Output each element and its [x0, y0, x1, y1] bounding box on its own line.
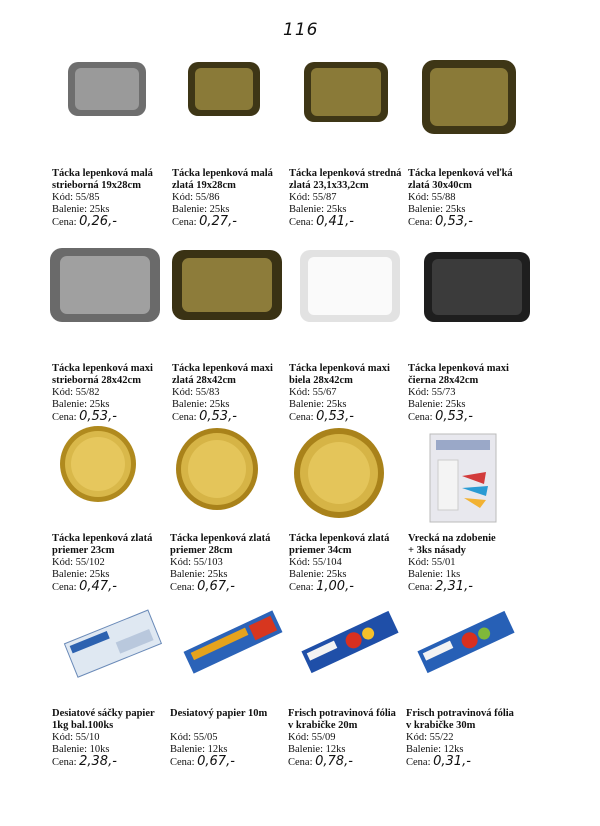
- paper-bags-pack-image: [60, 604, 164, 684]
- product-card-55-83: [172, 363, 273, 424]
- product-title-line2: strieborná 28x42cm: [52, 375, 141, 386]
- black-rect-tray-maxi-image: [422, 250, 532, 324]
- product-price: Cena: 0,67,-: [170, 754, 235, 769]
- gold-rect-tray-medium-image: [302, 60, 390, 124]
- product-code: Kód: 55/73: [408, 387, 456, 398]
- cling-film-box-30-image: [414, 600, 518, 684]
- product-package: Balenie: 25ks: [172, 204, 230, 215]
- product-title-line1: Tácka lepenková malá: [52, 168, 153, 179]
- silver-rect-tray-maxi-image: [48, 246, 162, 324]
- product-code: Kód: 55/103: [170, 557, 223, 568]
- product-title-line2: + 3ks násady: [408, 545, 466, 556]
- product-card-55-85: [52, 168, 153, 229]
- product-title-line1: Tácka lepenková maxi: [172, 363, 273, 374]
- product-title-line2: v krabičke 30m: [406, 720, 476, 731]
- product-title-line2: priemer 34cm: [289, 545, 352, 556]
- product-price: Cena: 0,41,-: [289, 214, 354, 229]
- product-card-55-82: [52, 363, 153, 424]
- product-title-line2: zlatá 30x40cm: [408, 180, 472, 191]
- product-title-line2: zlatá 19x28cm: [172, 180, 236, 191]
- product-title-line1: Vrecká na zdobenie: [408, 533, 496, 544]
- product-code: Kód: 55/01: [408, 557, 456, 568]
- white-rect-tray-maxi-image: [298, 248, 402, 324]
- product-package: Balenie: 25ks: [289, 569, 347, 580]
- product-package: Balenie: 25ks: [52, 204, 110, 215]
- product-code: Kód: 55/82: [52, 387, 100, 398]
- product-title-line1: Tácka lepenková maxi: [289, 363, 390, 374]
- product-price: Cena: 2,38,-: [52, 754, 117, 769]
- product-code: Kód: 55/09: [288, 732, 336, 743]
- product-price: Cena: 0,47,-: [52, 579, 117, 594]
- gold-round-tray-23-image: [58, 424, 138, 504]
- product-package: Balenie: 25ks: [52, 569, 110, 580]
- product-title-line2: [170, 720, 267, 732]
- product-package: Balenie: 10ks: [52, 744, 110, 755]
- product-card-55-67: [289, 363, 390, 424]
- product-code: Kód: 55/88: [408, 192, 456, 203]
- product-code: Kód: 55/85: [52, 192, 100, 203]
- product-code: Kód: 55/10: [52, 732, 100, 743]
- product-code: Kód: 55/67: [289, 387, 337, 398]
- product-title-line1: Desiatový papier 10m: [170, 708, 268, 719]
- product-code: Kód: 55/22: [406, 732, 454, 743]
- product-price: Cena: 0,53,-: [172, 409, 237, 424]
- product-title-line1: Tácka lepenková zlatá: [289, 533, 390, 544]
- product-title-line1: Tácka lepenková zlatá: [52, 533, 153, 544]
- product-package: Balenie: 25ks: [172, 399, 230, 410]
- product-package: Balenie: 25ks: [408, 399, 466, 410]
- product-price: Cena: 0,27,-: [172, 214, 237, 229]
- product-title-line2: zlatá 28x42cm: [172, 375, 236, 386]
- gold-rect-tray-large-image: [420, 58, 518, 136]
- product-card-55-22: [406, 708, 514, 769]
- page-number: 116: [283, 20, 319, 40]
- product-price: Cena: 0,78,-: [288, 754, 353, 769]
- product-title-line1: Frisch potravinová fólia: [406, 708, 514, 719]
- product-package: Balenie: 25ks: [408, 204, 466, 215]
- silver-rect-tray-small-image: [66, 60, 148, 118]
- product-code: Kód: 55/86: [172, 192, 220, 203]
- product-title-line1: Tácka lepenková stredná: [289, 168, 402, 179]
- product-code: Kód: 55/102: [52, 557, 105, 568]
- product-title-line2: priemer 23cm: [52, 545, 115, 556]
- product-price: Cena: 0,67,-: [170, 579, 235, 594]
- product-card-55-10: [52, 708, 155, 769]
- product-package: Balenie: 25ks: [170, 569, 228, 580]
- product-title-line1: Tácka lepenková maxi: [408, 363, 509, 374]
- product-package: Balenie: 25ks: [52, 399, 110, 410]
- product-code: Kód: 55/05: [170, 732, 218, 743]
- product-card-55-102: [52, 533, 152, 594]
- gold-round-tray-34-image: [292, 426, 386, 520]
- product-price: Cena: 1,00,-: [289, 579, 354, 594]
- cling-film-box-20-image: [298, 600, 402, 684]
- product-card-55-104: [289, 533, 389, 594]
- product-package: Balenie: 12ks: [288, 744, 346, 755]
- product-title-line2: v krabičke 20m: [288, 720, 358, 731]
- product-price: Cena: 0,53,-: [289, 409, 354, 424]
- product-package: Balenie: 25ks: [289, 399, 347, 410]
- product-title-line1: Tácka lepenková maxi: [52, 363, 153, 374]
- product-code: Kód: 55/104: [289, 557, 342, 568]
- product-card-55-73: [408, 363, 509, 424]
- product-title-line2: biela 28x42cm: [289, 375, 353, 386]
- product-code: Kód: 55/83: [172, 387, 220, 398]
- product-title-line2: zlatá 23,1x33,2cm: [289, 180, 369, 191]
- product-code: Kód: 55/87: [289, 192, 337, 203]
- piping-bags-set-image: [428, 432, 498, 524]
- product-price: Cena: 0,31,-: [406, 754, 471, 769]
- product-title-line2: čierna 28x42cm: [408, 375, 479, 386]
- product-card-55-09: [288, 708, 396, 769]
- product-price: Cena: 0,53,-: [52, 409, 117, 424]
- product-title-line1: Tácka lepenková malá: [172, 168, 273, 179]
- product-title-line1: Frisch potravinová fólia: [288, 708, 396, 719]
- product-package: Balenie: 12ks: [406, 744, 464, 755]
- product-package: Balenie: 25ks: [289, 204, 347, 215]
- product-title-line2: priemer 28cm: [170, 545, 233, 556]
- paper-roll-box-image: [180, 600, 286, 684]
- product-card-55-87: [289, 168, 401, 229]
- gold-rect-tray-maxi-image: [170, 248, 284, 322]
- product-card-55-01: [408, 533, 496, 594]
- product-price: Cena: 0,53,-: [408, 214, 473, 229]
- product-card-55-05: [170, 708, 267, 769]
- product-card-55-86: [172, 168, 273, 229]
- product-title-line2: strieborná 19x28cm: [52, 180, 141, 191]
- product-title-line1: Tácka lepenková zlatá: [170, 533, 271, 544]
- product-title-line1: Desiatové sáčky papier: [52, 708, 155, 719]
- product-package: Balenie: 1ks: [408, 569, 461, 580]
- product-card-55-88: [408, 168, 513, 229]
- gold-round-tray-28-image: [174, 426, 260, 512]
- product-price: Cena: 0,26,-: [52, 214, 117, 229]
- product-title-line1: Tácka lepenková veľká: [408, 168, 513, 179]
- product-package: Balenie: 12ks: [170, 744, 228, 755]
- product-price: Cena: 2,31,-: [408, 579, 473, 594]
- gold-rect-tray-small-image: [186, 60, 262, 118]
- product-card-55-103: [170, 533, 270, 594]
- product-price: Cena: 0,53,-: [408, 409, 473, 424]
- product-title-line2: 1kg bal.100ks: [52, 720, 114, 731]
